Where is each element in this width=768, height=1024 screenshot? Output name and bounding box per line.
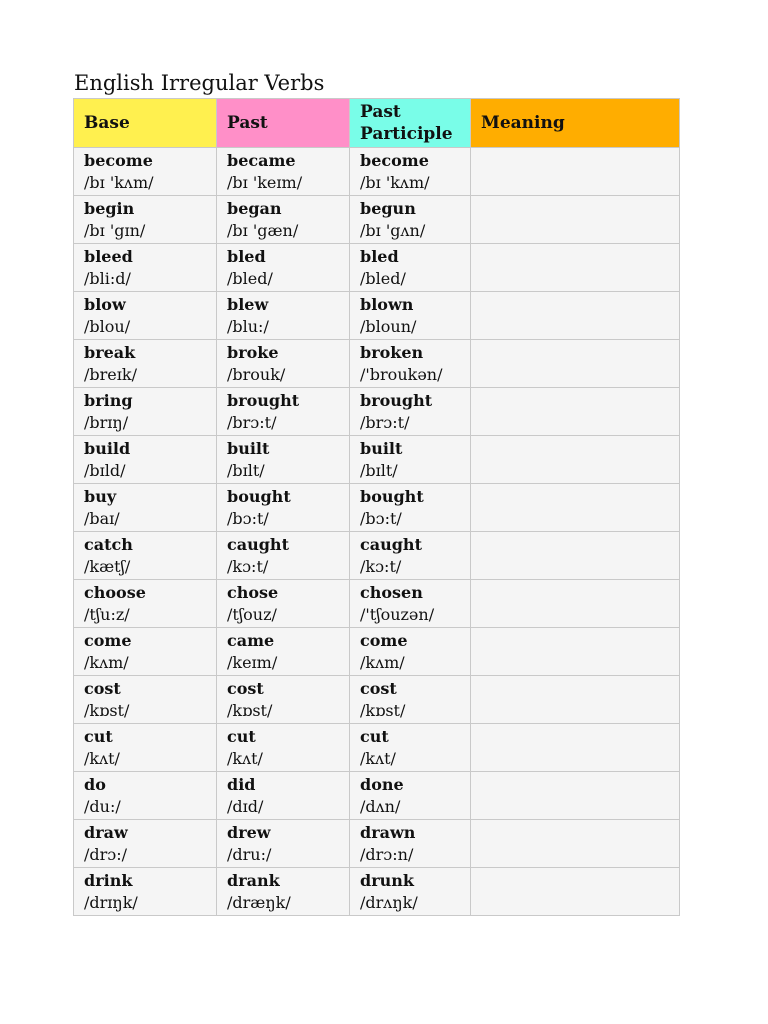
meaning-cell xyxy=(471,676,680,724)
page-title: English Irregular Verbs xyxy=(74,71,325,95)
past-participle-cell-pronunciation: /bled/ xyxy=(360,268,406,288)
base-cell xyxy=(74,436,217,484)
base-cell-pronunciation: /bɪ 'kʌm/ xyxy=(84,172,154,192)
base-cell-pronunciation: /kɒst/ xyxy=(84,700,130,720)
past-cell-pronunciation: /brouk/ xyxy=(227,364,286,384)
base-cell-word: choose xyxy=(84,582,146,602)
past-participle-cell-pronunciation: /dʌn/ xyxy=(360,796,401,816)
past-cell xyxy=(217,676,350,724)
past-cell xyxy=(217,340,350,388)
past-participle-cell-word: drawn xyxy=(360,822,416,842)
past-participle-cell xyxy=(350,148,471,196)
base-cell-pronunciation: /kʌm/ xyxy=(84,652,129,672)
past-participle-cell xyxy=(350,484,471,532)
meaning-cell xyxy=(471,820,680,868)
header-past-participle-line1: Past xyxy=(360,102,401,122)
base-cell xyxy=(74,340,217,388)
base-cell-word: build xyxy=(84,438,131,458)
past-participle-cell-pronunciation: /bɪlt/ xyxy=(360,460,398,480)
past-participle-cell xyxy=(350,724,471,772)
past-cell xyxy=(217,628,350,676)
table-row xyxy=(74,724,680,772)
past-cell-pronunciation: /dɪd/ xyxy=(227,796,264,816)
meaning-cell xyxy=(471,484,680,532)
past-participle-cell-word: chosen xyxy=(360,582,423,602)
past-participle-cell-word: bought xyxy=(360,486,424,506)
past-participle-cell xyxy=(350,580,471,628)
past-cell-word: brought xyxy=(227,390,300,410)
base-cell-pronunciation: /bɪld/ xyxy=(84,460,126,480)
table-row xyxy=(74,148,680,196)
past-participle-cell-pronunciation: /kɒst/ xyxy=(360,700,406,720)
base-cell xyxy=(74,244,217,292)
base-cell-word: cut xyxy=(84,726,113,746)
past-cell-pronunciation: /tʃouz/ xyxy=(227,604,277,624)
meaning-cell xyxy=(471,436,680,484)
past-cell xyxy=(217,532,350,580)
base-cell xyxy=(74,388,217,436)
past-participle-cell-word: come xyxy=(360,630,408,650)
past-participle-cell xyxy=(350,820,471,868)
past-cell-pronunciation: /brɔ:t/ xyxy=(227,412,277,432)
base-cell-word: blow xyxy=(84,294,126,314)
base-cell xyxy=(74,196,217,244)
table-row xyxy=(74,292,680,340)
past-cell xyxy=(217,868,350,916)
table-row xyxy=(74,676,680,724)
past-participle-cell-word: become xyxy=(360,150,429,170)
header-past: Past xyxy=(217,99,350,148)
base-cell-word: catch xyxy=(84,534,133,554)
table-row xyxy=(74,484,680,532)
past-cell xyxy=(217,724,350,772)
past-cell-pronunciation: /dru:/ xyxy=(227,844,272,864)
past-participle-cell xyxy=(350,772,471,820)
base-cell xyxy=(74,148,217,196)
table-row xyxy=(74,388,680,436)
past-cell xyxy=(217,436,350,484)
past-participle-cell xyxy=(350,196,471,244)
base-cell-word: become xyxy=(84,150,153,170)
table-row xyxy=(74,340,680,388)
table-row xyxy=(74,628,680,676)
past-participle-cell-pronunciation: /bɔ:t/ xyxy=(360,508,402,528)
past-participle-cell-pronunciation: /drɔ:n/ xyxy=(360,844,414,864)
table-row xyxy=(74,436,680,484)
base-cell xyxy=(74,484,217,532)
base-cell-pronunciation: /breɪk/ xyxy=(84,364,137,384)
table-row xyxy=(74,244,680,292)
base-cell-word: drink xyxy=(84,870,133,890)
header-meaning: Meaning xyxy=(471,99,680,148)
past-cell xyxy=(217,772,350,820)
past-participle-cell-pronunciation: /bloun/ xyxy=(360,316,417,336)
past-participle-cell xyxy=(350,628,471,676)
past-cell-pronunciation: /bɪ 'keɪm/ xyxy=(227,172,303,192)
header-past-participle-line2: Participle xyxy=(360,124,453,144)
past-cell-word: chose xyxy=(227,582,279,602)
past-participle-cell-word: built xyxy=(360,438,403,458)
meaning-cell xyxy=(471,148,680,196)
base-cell-pronunciation: /bli:d/ xyxy=(84,268,131,288)
past-cell-word: cut xyxy=(227,726,256,746)
past-cell xyxy=(217,388,350,436)
past-cell-word: did xyxy=(227,774,256,794)
meaning-cell xyxy=(471,724,680,772)
past-cell-pronunciation: /kɔ:t/ xyxy=(227,556,269,576)
header-base: Base xyxy=(74,99,217,148)
base-cell xyxy=(74,820,217,868)
table-row xyxy=(74,196,680,244)
irregular-verbs-table xyxy=(73,98,680,916)
past-participle-cell-word: bled xyxy=(360,246,399,266)
meaning-cell xyxy=(471,388,680,436)
base-cell-word: bleed xyxy=(84,246,133,266)
past-cell-word: bled xyxy=(227,246,266,266)
past-cell xyxy=(217,196,350,244)
past-cell-pronunciation: /bɪ 'gæn/ xyxy=(227,220,299,240)
base-cell-word: begin xyxy=(84,198,135,218)
base-cell-pronunciation: /kætʃ/ xyxy=(84,556,131,576)
past-cell-word: caught xyxy=(227,534,289,554)
meaning-cell xyxy=(471,868,680,916)
table-header xyxy=(74,99,680,148)
base-cell-pronunciation: /tʃu:z/ xyxy=(84,604,130,624)
past-participle-cell-pronunciation: /kʌm/ xyxy=(360,652,405,672)
base-cell xyxy=(74,292,217,340)
base-cell xyxy=(74,532,217,580)
past-participle-cell-word: done xyxy=(360,774,404,794)
meaning-cell xyxy=(471,244,680,292)
past-cell-word: cost xyxy=(227,678,264,698)
table-row xyxy=(74,580,680,628)
base-cell-word: do xyxy=(84,774,106,794)
past-cell-pronunciation: /bled/ xyxy=(227,268,273,288)
past-cell-word: blew xyxy=(227,294,269,314)
past-cell-pronunciation: /kɒst/ xyxy=(227,700,273,720)
past-participle-cell-pronunciation: /bɪ 'kʌm/ xyxy=(360,172,430,192)
past-participle-cell-pronunciation: /kɔ:t/ xyxy=(360,556,402,576)
meaning-cell xyxy=(471,580,680,628)
base-cell-pronunciation: /drɪŋk/ xyxy=(84,892,138,912)
table-row xyxy=(74,532,680,580)
past-cell-word: bought xyxy=(227,486,291,506)
past-cell xyxy=(217,580,350,628)
past-cell xyxy=(217,484,350,532)
past-participle-cell xyxy=(350,292,471,340)
past-cell-pronunciation: /blu:/ xyxy=(227,316,269,336)
table-row xyxy=(74,772,680,820)
base-cell-word: buy xyxy=(84,486,117,506)
past-cell xyxy=(217,820,350,868)
base-cell-word: break xyxy=(84,342,136,362)
past-participle-cell-word: drunk xyxy=(360,870,414,890)
past-participle-cell xyxy=(350,388,471,436)
base-cell xyxy=(74,580,217,628)
past-participle-cell-word: caught xyxy=(360,534,422,554)
table-row xyxy=(74,820,680,868)
past-cell xyxy=(217,292,350,340)
base-cell-pronunciation: /drɔ:/ xyxy=(84,844,128,864)
past-cell-pronunciation: /bɔ:t/ xyxy=(227,508,269,528)
past-participle-cell-word: broken xyxy=(360,342,424,362)
past-participle-cell xyxy=(350,436,471,484)
base-cell-pronunciation: /du:/ xyxy=(84,796,121,816)
past-cell-word: came xyxy=(227,630,275,650)
past-participle-cell-pronunciation: /kʌt/ xyxy=(360,748,396,768)
base-cell-pronunciation: /kʌt/ xyxy=(84,748,120,768)
past-cell-word: became xyxy=(227,150,296,170)
past-participle-cell-word: blown xyxy=(360,294,414,314)
past-participle-cell-word: brought xyxy=(360,390,433,410)
past-cell xyxy=(217,148,350,196)
meaning-cell xyxy=(471,772,680,820)
meaning-cell xyxy=(471,532,680,580)
past-cell-word: drank xyxy=(227,870,280,890)
past-cell-pronunciation: /dræŋk/ xyxy=(227,892,291,912)
base-cell xyxy=(74,676,217,724)
base-cell-pronunciation: /baɪ/ xyxy=(84,508,120,528)
past-cell-word: built xyxy=(227,438,270,458)
base-cell-pronunciation: /blou/ xyxy=(84,316,131,336)
meaning-cell xyxy=(471,196,680,244)
past-cell xyxy=(217,244,350,292)
past-participle-cell-pronunciation: /drʌŋk/ xyxy=(360,892,418,912)
past-cell-word: drew xyxy=(227,822,271,842)
past-participle-cell-pronunciation: /bɪ 'gʌn/ xyxy=(360,220,426,240)
past-participle-cell-pronunciation: /'broukən/ xyxy=(360,364,443,384)
base-cell-pronunciation: /bɪ 'gɪn/ xyxy=(84,220,146,240)
table-row xyxy=(74,868,680,916)
past-cell-pronunciation: /kʌt/ xyxy=(227,748,263,768)
base-cell xyxy=(74,724,217,772)
past-participle-cell xyxy=(350,340,471,388)
past-participle-cell xyxy=(350,868,471,916)
past-participle-cell-pronunciation: /brɔ:t/ xyxy=(360,412,410,432)
header-row xyxy=(74,99,680,148)
past-cell-pronunciation: /keɪm/ xyxy=(227,652,278,672)
past-participle-cell xyxy=(350,244,471,292)
base-cell xyxy=(74,628,217,676)
past-participle-cell-word: begun xyxy=(360,198,416,218)
past-cell-word: broke xyxy=(227,342,279,362)
past-cell-word: began xyxy=(227,198,282,218)
header-past-participle xyxy=(350,99,471,148)
base-cell-word: bring xyxy=(84,390,133,410)
past-participle-cell xyxy=(350,532,471,580)
meaning-cell xyxy=(471,292,680,340)
past-cell-pronunciation: /bɪlt/ xyxy=(227,460,265,480)
base-cell-word: come xyxy=(84,630,132,650)
past-participle-cell-word: cost xyxy=(360,678,397,698)
past-participle-cell-word: cut xyxy=(360,726,389,746)
base-cell-word: draw xyxy=(84,822,128,842)
base-cell xyxy=(74,868,217,916)
past-participle-cell-pronunciation: /'tʃouzən/ xyxy=(360,604,435,624)
table-body xyxy=(74,148,680,916)
past-participle-cell xyxy=(350,676,471,724)
base-cell-word: cost xyxy=(84,678,121,698)
base-cell xyxy=(74,772,217,820)
base-cell-pronunciation: /brɪŋ/ xyxy=(84,412,129,432)
meaning-cell xyxy=(471,340,680,388)
meaning-cell xyxy=(471,628,680,676)
